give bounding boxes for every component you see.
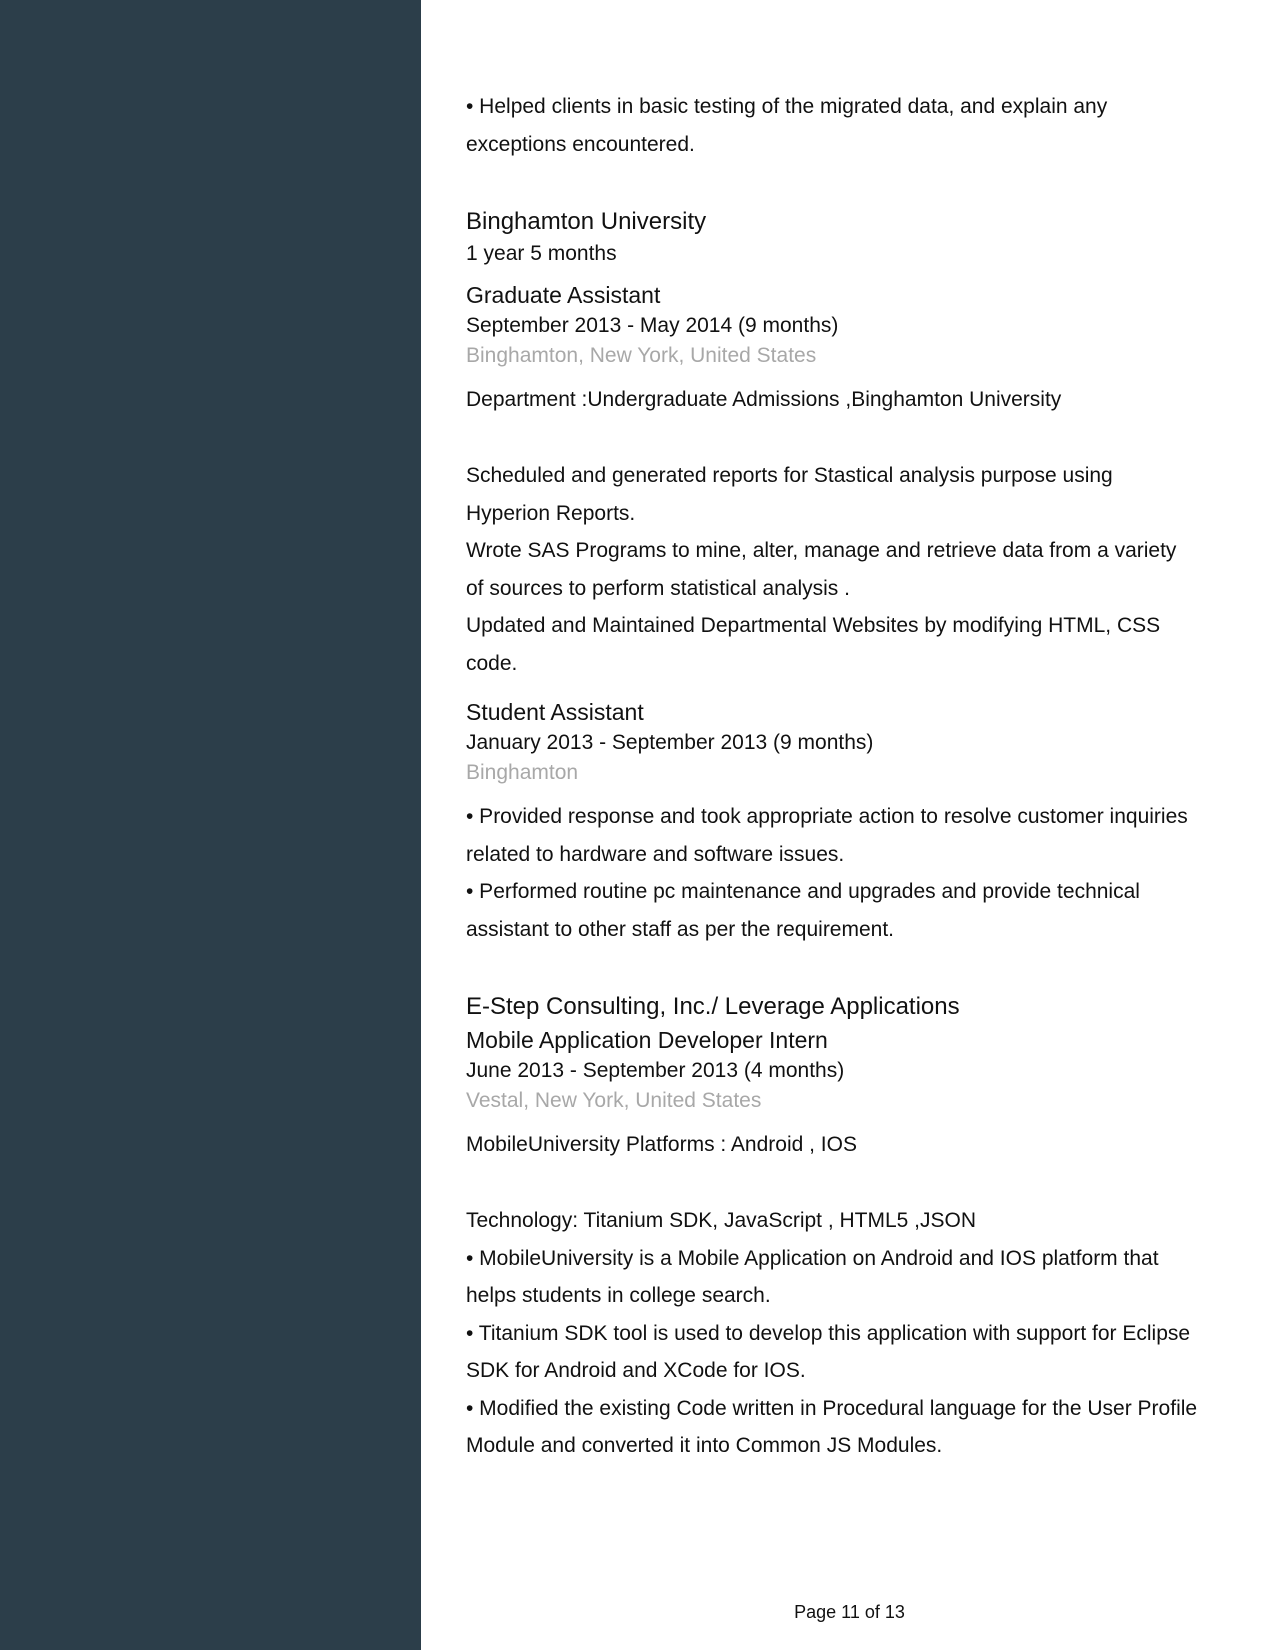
description-line: • Performed routine pc maintenance and upgrades and provide technical <box>466 880 1140 903</box>
role-title: Student Assistant <box>466 699 644 725</box>
page-number: Page 11 of 13 <box>794 1602 905 1622</box>
page-footer <box>0 1600 1275 1624</box>
description-line: • Modified the existing Code written in Procedural language for the User Profile <box>466 1396 1198 1420</box>
role-location: Binghamton <box>466 761 579 784</box>
description-line: assistant to other staff as per the requirement. <box>466 917 895 941</box>
description-line: Wrote SAS Programs to mine, alter, manage and retrieve data from a variety <box>466 539 1177 562</box>
resume-content <box>466 88 1246 1465</box>
role-department: Department :Undergraduate Admissions ,Binghamton University <box>466 388 1062 411</box>
description-line: helps students in college search. <box>466 1284 771 1307</box>
role-dates: September 2013 - May 2014 (9 months) <box>466 314 839 337</box>
description-line: • Provided response and took appropriate action to resolve customer inquiries <box>466 805 1188 828</box>
description-line: • Titanium SDK tool is used to develop this application with support for Eclipse <box>466 1321 1191 1345</box>
role-location: Binghamton, New York, United States <box>466 344 817 367</box>
intro-line: • Helped clients in basic testing of the migrated data, and explain any <box>466 95 1108 118</box>
description-line: Hyperion Reports. <box>466 501 636 525</box>
description-line: • MobileUniversity is a Mobile Application on Android and IOS platform that <box>466 1246 1159 1270</box>
role-title: Graduate Assistant <box>466 282 661 308</box>
description-line: Scheduled and generated reports for Stastical analysis purpose using <box>466 464 1113 487</box>
description-line: of sources to perform statistical analysis . <box>466 576 850 600</box>
role-dates: June 2013 - September 2013 (4 months) <box>466 1059 845 1082</box>
description-line: Module and converted it into Common JS Modules. <box>466 1434 943 1457</box>
role-platforms: MobileUniversity Platforms : Android , IOS <box>466 1133 857 1156</box>
description-line: Updated and Maintained Departmental Websites by modifying HTML, CSS <box>466 614 1161 637</box>
role-location: Vestal, New York, United States <box>466 1089 762 1112</box>
description-line: SDK for Android and XCode for IOS. <box>466 1359 806 1382</box>
sidebar-panel <box>0 0 421 1650</box>
description-line: code. <box>466 651 518 675</box>
intro-line: exceptions encountered. <box>466 132 695 156</box>
company-name: E-Step Consulting, Inc./ Leverage Applications <box>466 993 960 1020</box>
company-duration: 1 year 5 months <box>466 242 617 265</box>
description-line: related to hardware and software issues. <box>466 842 845 866</box>
role-title: Mobile Application Developer Intern <box>466 1027 828 1053</box>
role-dates: January 2013 - September 2013 (9 months) <box>466 731 874 754</box>
company-name: Binghamton University <box>466 208 707 235</box>
description-line: Technology: Titanium SDK, JavaScript , HTML5 ,JSON <box>466 1209 977 1232</box>
